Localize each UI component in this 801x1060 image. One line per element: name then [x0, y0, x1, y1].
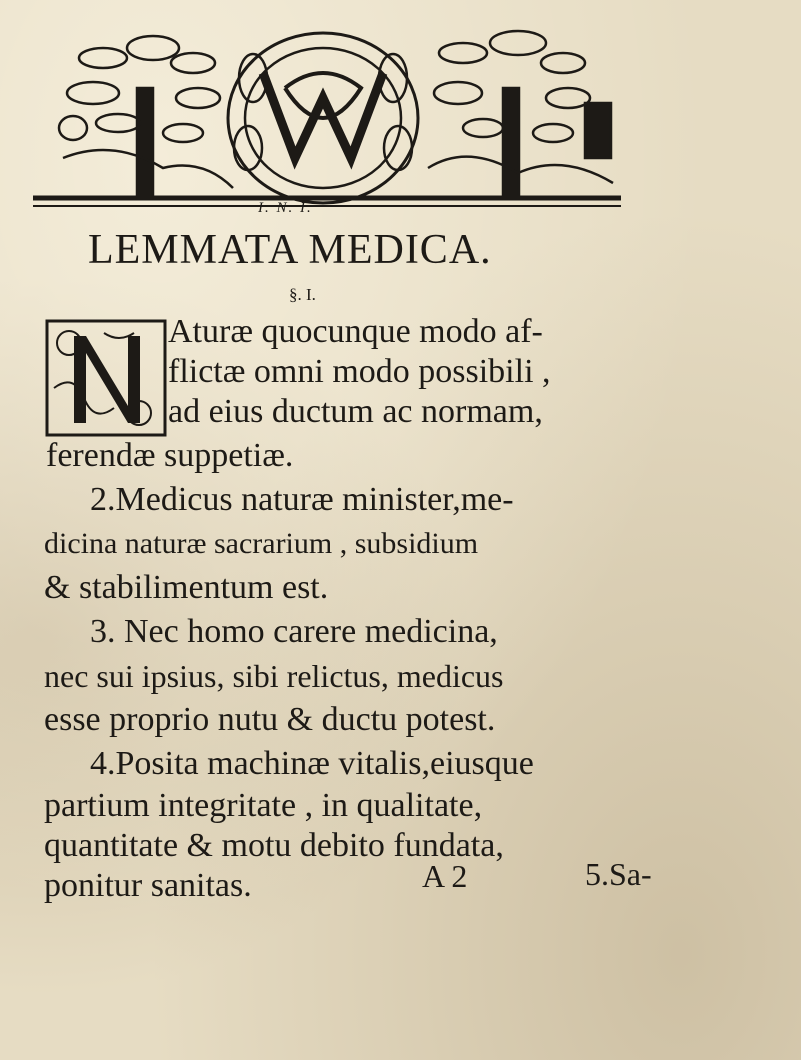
text-line-1: Aturæ quocunque modo af- — [168, 313, 543, 350]
text-line-4: ferendæ suppetiæ. — [46, 437, 294, 474]
decorated-initial-n-icon — [44, 318, 168, 438]
right-tree-icon — [428, 31, 613, 198]
text-line-12: partium integritate , in qualitate, — [44, 787, 483, 824]
text-line-8: 3. Nec homo carere medicina, — [90, 613, 498, 650]
ornamental-headpiece — [33, 18, 621, 210]
invocation-signature: I. N. I. — [258, 200, 313, 216]
printer-signature-mark: A 2 — [422, 858, 468, 894]
text-line-6: dicina naturæ sacrarium , subsidium — [44, 527, 479, 560]
text-line-3: ad eius ductum ac normam, — [168, 393, 543, 430]
section-number: §. I. — [289, 285, 316, 304]
text-line-10: esse proprio nutu & ductu potest. — [44, 701, 496, 738]
text-line-14: ponitur sanitas. — [44, 867, 252, 904]
left-tree-icon — [59, 36, 233, 198]
text-line-5: 2.Medicus naturæ minister,me- — [90, 481, 514, 518]
text-line-13: quantitate & motu debito fundata, — [44, 827, 504, 864]
text-line-11: 4.Posita machinæ vitalis,eiusque — [90, 745, 534, 782]
text-line-2: flictæ omni modo possibili , — [168, 353, 551, 390]
text-line-7: & stabilimentum est. — [44, 569, 329, 606]
monogram-medallion-icon — [228, 33, 418, 203]
text-line-9: nec sui ipsius, sibi relictus, medicus — [44, 658, 504, 694]
page-title: LEMMATA MEDICA. — [88, 227, 492, 273]
catchword: 5.Sa- — [585, 856, 652, 892]
